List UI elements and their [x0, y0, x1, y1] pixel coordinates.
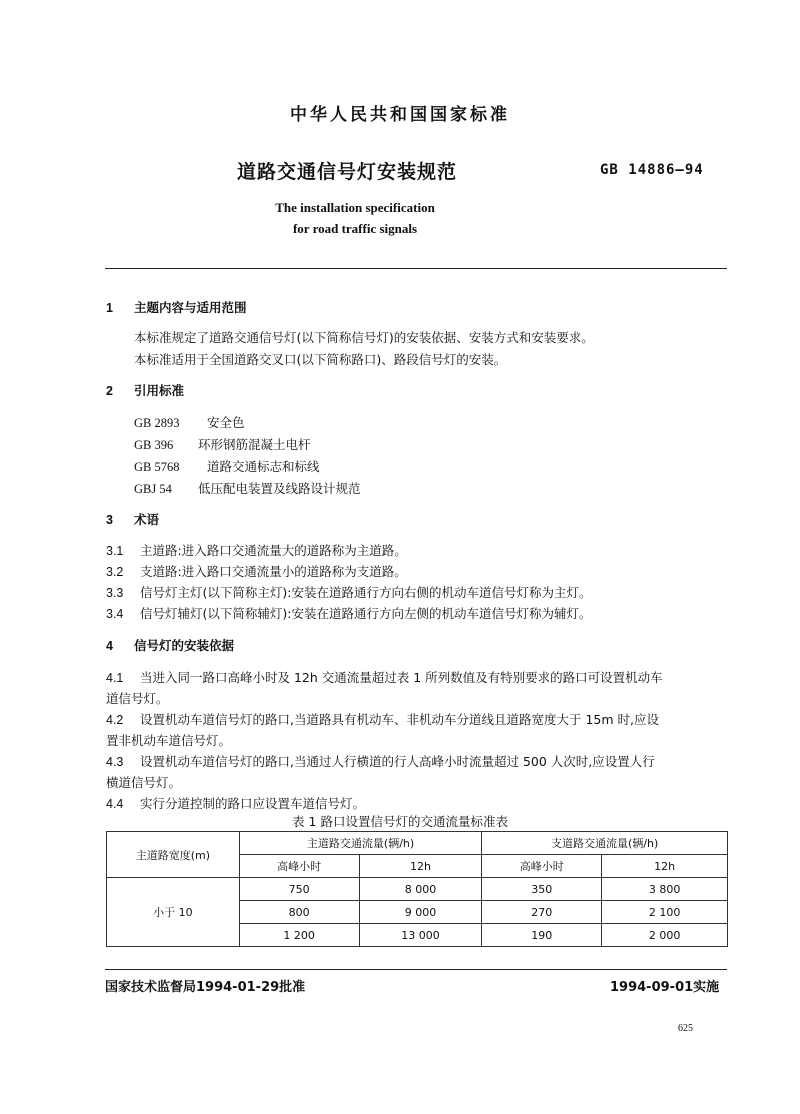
- main-peak-hour-header: 高峰小时: [239, 855, 359, 878]
- section-1-paragraph-2: 本标准适用于全国道路交叉口(以下简称路口)、路段信号灯的安装。: [134, 352, 507, 367]
- section-number: 2: [106, 384, 113, 398]
- item-number: 3.2: [106, 565, 124, 579]
- section-3-heading: [106, 510, 159, 528]
- item-text: 当进入同一路口高峰小时及 12h 交通流量超过表 1 所列数值及有特别要求的路口可设置机动车: [140, 670, 663, 685]
- criteria-item: [106, 668, 663, 686]
- branch-12h-header: 12h: [602, 855, 728, 878]
- table-cell: 800: [239, 901, 359, 924]
- implementation-line: 1994-09-01实施: [610, 980, 720, 995]
- main-road-volume-header: 主道路交通流量(辆/h): [239, 832, 482, 855]
- item-text: 设置机动车道信号灯的路口,当道路具有机动车、非机动车分道线且道路宽度大于 15m 时,应设: [140, 712, 659, 727]
- section-title: 术语: [134, 512, 160, 527]
- section-number: 3: [106, 513, 113, 527]
- table-cell: 13 000: [359, 924, 482, 947]
- item-text: 设置机动车道信号灯的路口,当通过人行横道的行人高峰小时流量超过 500 人次时,应设置人行: [140, 754, 655, 769]
- section-title: 信号灯的安装依据: [134, 638, 235, 653]
- table-cell: 750: [239, 878, 359, 901]
- table-header-row: [107, 832, 728, 855]
- item-number: 4.3: [106, 755, 124, 769]
- reference-code: GB 396: [134, 438, 174, 452]
- reference-name: 低压配电装置及线路设计规范: [198, 481, 361, 496]
- section-title: 引用标准: [134, 383, 185, 398]
- main-12h-header: 12h: [359, 855, 482, 878]
- road-width-header: 主道路宽度(m): [107, 832, 240, 878]
- road-width-cell: 小于 10: [107, 878, 240, 947]
- criteria-item-continuation: 置非机动车道信号灯。: [106, 733, 232, 748]
- item-text: 信号灯主灯(以下简称主灯):安装在道路通行方向右侧的机动车道信号灯称为主灯。: [140, 585, 592, 600]
- reference-name: 道路交通标志和标线: [207, 459, 320, 474]
- item-number: 3.3: [106, 586, 124, 600]
- reference-item: [134, 479, 361, 497]
- reference-code: GB 2893: [134, 416, 180, 430]
- standard-code: GB 14886—94: [600, 162, 704, 178]
- term-item: [106, 541, 407, 559]
- table-cell: 3 800: [602, 878, 728, 901]
- table-cell: 9 000: [359, 901, 482, 924]
- term-item: [106, 562, 407, 580]
- table-cell: 2 000: [602, 924, 728, 947]
- item-number: 3.1: [106, 544, 124, 558]
- reference-item: [134, 457, 320, 475]
- english-title-line-1: The installation specification: [275, 200, 435, 215]
- reference-item: [134, 435, 311, 453]
- table-cell: 270: [482, 901, 602, 924]
- item-text: 实行分道控制的路口应设置车道信号灯。: [140, 796, 366, 811]
- item-text: 信号灯辅灯(以下简称辅灯):安装在道路通行方向左侧的机动车道信号灯称为辅灯。: [140, 606, 592, 621]
- national-standard-heading: 中华人民共和国国家标准: [290, 105, 510, 125]
- section-1-paragraph-1: 本标准规定了道路交通信号灯(以下简称信号灯)的安装依据、安装方式和安装要求。: [134, 330, 594, 345]
- table-cell: 1 200: [239, 924, 359, 947]
- traffic-volume-table: [106, 831, 728, 947]
- section-1-heading: [106, 298, 247, 316]
- item-number: 3.4: [106, 607, 124, 621]
- header-divider: [105, 268, 727, 269]
- item-number: 4.4: [106, 797, 124, 811]
- table-caption: 表 1 路口设置信号灯的交通流量标准表: [292, 814, 508, 829]
- item-number: 4.1: [106, 671, 124, 685]
- item-text: 主道路:进入路口交通流量大的道路称为主道路。: [140, 543, 407, 558]
- footer-divider: [105, 969, 727, 970]
- branch-peak-hour-header: 高峰小时: [482, 855, 602, 878]
- term-item: [106, 583, 591, 601]
- branch-road-volume-header: 支道路交通流量(辆/h): [482, 832, 728, 855]
- criteria-item-continuation: 道信号灯。: [106, 691, 169, 706]
- reference-code: GB 5768: [134, 460, 180, 474]
- table-cell: 8 000: [359, 878, 482, 901]
- section-4-heading: [106, 636, 234, 654]
- section-2-heading: [106, 381, 184, 399]
- item-text: 支道路:进入路口交通流量小的道路称为支道路。: [140, 564, 407, 579]
- reference-name: 环形钢筋混凝土电杆: [198, 437, 311, 452]
- reference-item: [134, 413, 245, 431]
- table-cell: 350: [482, 878, 602, 901]
- item-number: 4.2: [106, 713, 124, 727]
- section-number: 1: [106, 301, 113, 315]
- criteria-item-continuation: 横道信号灯。: [106, 775, 182, 790]
- criteria-item: [106, 710, 659, 728]
- reference-name: 安全色: [207, 415, 245, 430]
- table-cell: 2 100: [602, 901, 728, 924]
- english-title-line-2: for road traffic signals: [292, 221, 418, 236]
- page-number: 625: [678, 1023, 693, 1034]
- approval-line: 国家技术监督局1994-01-29批准: [105, 980, 306, 995]
- criteria-item: [106, 794, 365, 812]
- criteria-item: [106, 752, 655, 770]
- table-row: [107, 878, 728, 901]
- term-item: [106, 604, 591, 622]
- reference-code: GBJ 54: [134, 482, 172, 496]
- section-number: 4: [106, 639, 113, 653]
- table-cell: 190: [482, 924, 602, 947]
- section-title: 主题内容与适用范围: [134, 300, 247, 315]
- document-title: 道路交通信号灯安装规范: [237, 161, 458, 183]
